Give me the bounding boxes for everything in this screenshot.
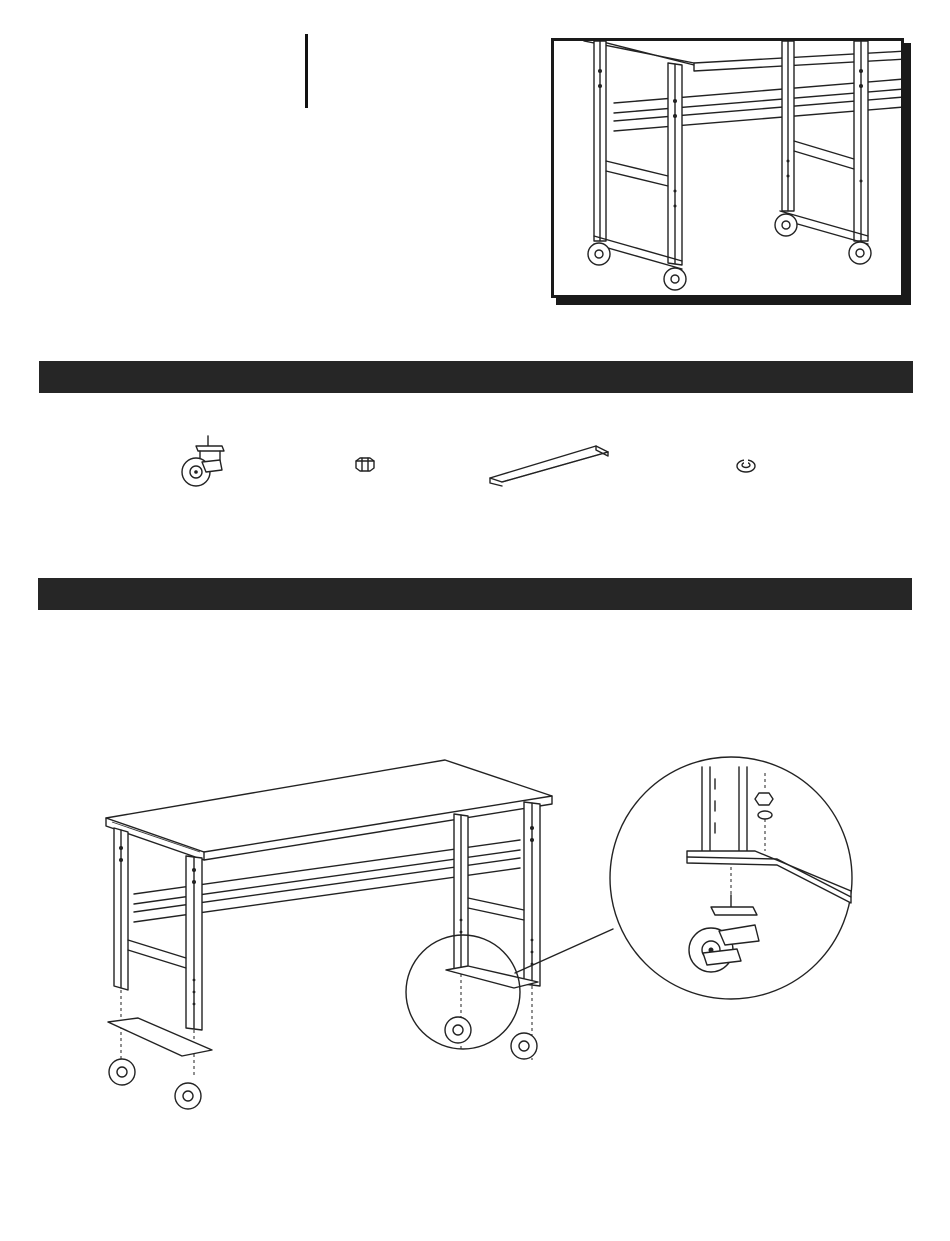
header-divider-rule <box>305 34 308 108</box>
assembled-workbench-drawing <box>554 41 904 298</box>
caster-mounting-plate-icon <box>488 442 612 484</box>
hex-nut-icon <box>354 457 376 473</box>
detail-callout-small-circle <box>403 935 523 1055</box>
caster-attachment-detail <box>607 755 857 1005</box>
detail-leader-line <box>515 925 615 995</box>
assembly-steps-header-bar <box>38 578 912 610</box>
split-lock-washer-icon <box>735 458 757 474</box>
caster-wheel-icon <box>176 436 236 496</box>
parts-section-header-bar <box>39 361 913 393</box>
assembled-workbench-inset <box>551 38 904 298</box>
